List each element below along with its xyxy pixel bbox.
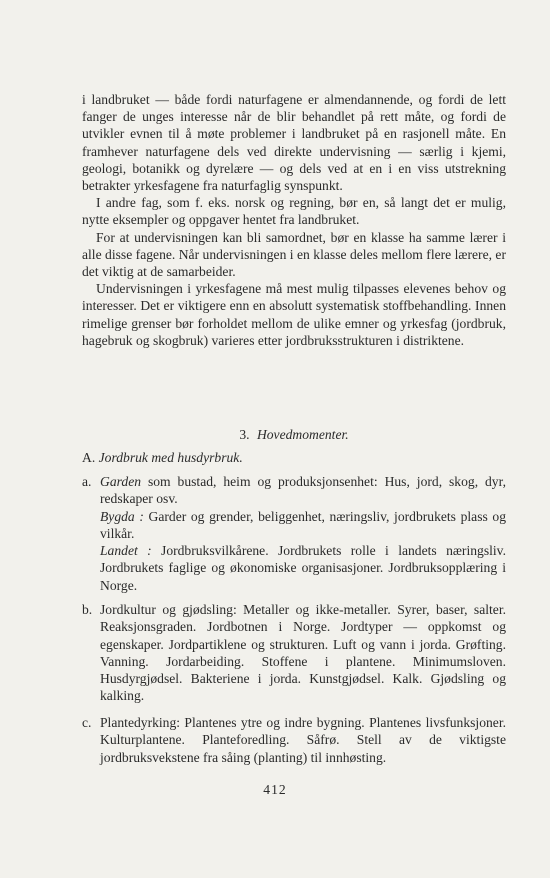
term: Garden [100,474,142,489]
term-text: Garder og grender, beliggenhet, næringsliv, jordbrukets plass og vilkår. [100,508,507,541]
section-title: Hovedmomenter. [256,427,349,442]
item-paragraph: Jordkultur og gjødsling: Metaller og ikke-metaller. Syrer, baser, salter. Reaksjonsgraden. Jordbotnen i Norge. Jordtyper — oppkomst og egenskaper. Jordpartiklene og strukturen. Luft og vann i jorda. Grøfting. Vanning. Jordarbeiding. Stoffene i plantene. Minimumsloven. Husdyrgjødsel. Bakteriene i jorda. Kunstgjødsel. Kalk. Gjødsling og kalking. [100,602,506,704]
subsection-title: Jordbruk med husdyrbruk. [98,450,243,465]
intro-text [82,91,506,349]
paragraph: I andre fag, som f. eks. norsk og regning, bør en, så langt det er mulig, nytte eksempler og oppgaver hentet fra landbruket. [82,195,506,228]
term: Landet : [100,543,152,559]
subsection-heading [82,449,243,466]
list-item-c [82,714,506,766]
item-paragraph [100,542,506,594]
item-label: c. [82,715,92,730]
term-text: som bustad, heim og produksjonsenhet: Hus, jord, skog, dyr, redskaper osv. [100,474,506,507]
term-text: Jordbruksvilkårene. Jordbrukets rolle i landets næringsliv. Jordbrukets faglige og økonomiske organisasjoner. Jordbruksopplæring i Norge. [100,543,506,593]
page-number: 412 [263,782,287,797]
paragraph: Undervisningen i yrkesfagene må mest mulig tilpasses elevenes behov og interesser. Det er viktigere enn en absolutt systematisk stoffbehandling. Innen rimelige grenser bør forholdet mellom de ulike emner og yrkesfag (jordbruk, hagebruk og skogbruk) varieres etter jordbruksstrukturen i distriktene. [82,281,506,348]
item-label: a. [82,474,92,489]
item-paragraph [100,508,506,543]
term: Bygda : [100,508,144,524]
list-item-a [82,473,506,594]
item-paragraph: Plantedyrking: Plantenes ytre og indre bygning. Plantenes livsfunksjoner. Kulturplantene. Planteforedling. Såfrø. Stell av de viktigste jordbruksvekstene fra såing (planting) til innhøsting. [100,715,506,765]
item-label: b. [82,602,93,617]
section-number: 3. [239,427,250,442]
paragraph: i landbruket — både fordi naturfagene er almendannende, og fordi de lett fanger de unges interesse når de blir behandlet på rett måte, og fordi de utvikler evnen til å møte problemer i landbruket på en rasjonell måte. En framhever naturfagene dels ved direkte undervisning — særlig i kjemi, geologi, botanikk og dyrelære — og dels ved at en i en viss utstrekning betrakter yrkesfagene fra naturfaglig synspunkt. [82,92,506,194]
section-heading [82,426,506,443]
subsection-label: A. [82,450,96,465]
paragraph: For at undervisningen kan bli samordnet, bør en klasse ha samme lærer i alle disse fagene. Når undervisningen i en klasse deles mellom flere lærere, er det viktig at de samarbeider. [82,229,506,280]
item-paragraph [100,473,506,508]
list-item-b [82,601,506,705]
